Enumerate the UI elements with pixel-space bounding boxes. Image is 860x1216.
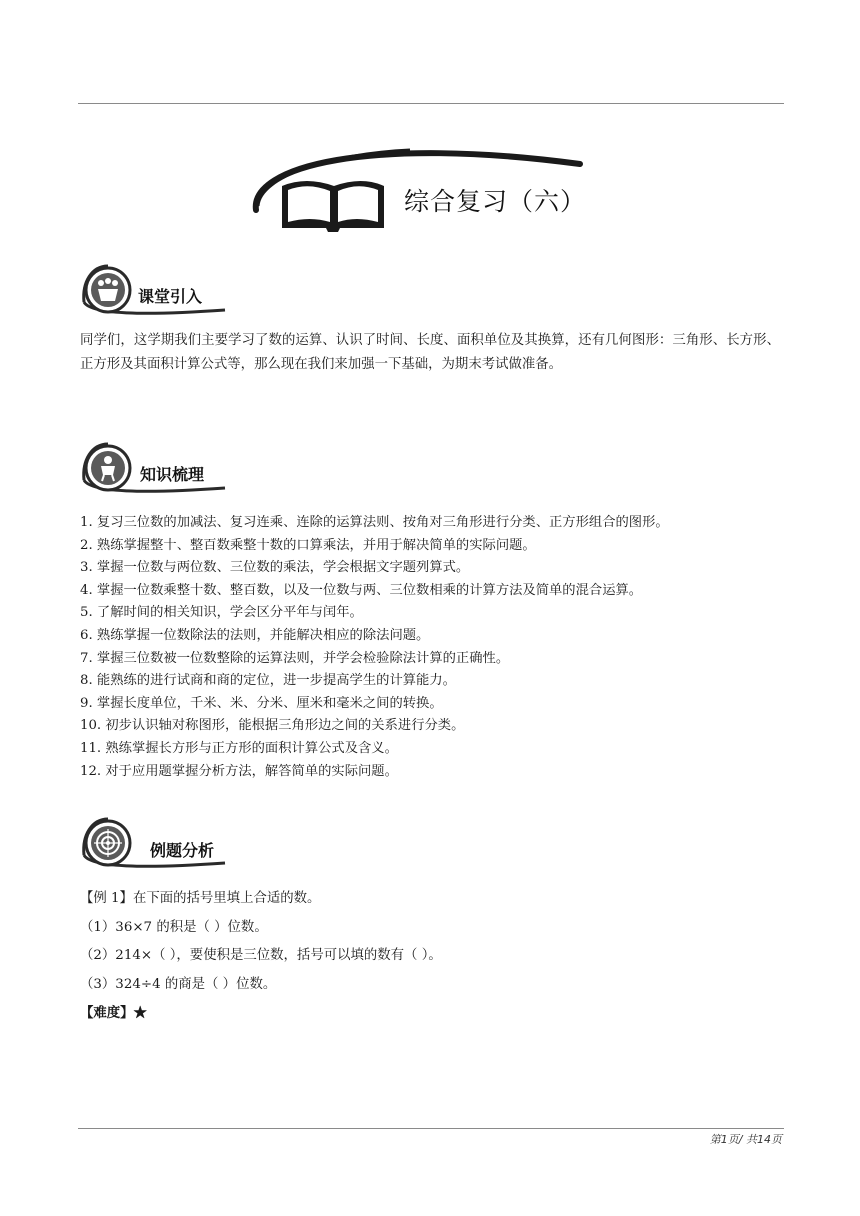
list-item: 1. 复习三位数的加减法、复习连乘、连除的运算法则、按角对三角形进行分类、正方形组合的图形。 — [80, 515, 669, 530]
list-item: 3. 掌握一位数与两位数、三位数的乘法，学会根据文字题列算式。 — [80, 560, 470, 576]
page-title: 综合复习（六） — [404, 187, 587, 216]
page-number: 第1页/ 共14页 — [709, 1133, 782, 1146]
section-intro-label: 课堂引入 — [138, 287, 203, 306]
crowd-icon — [93, 275, 123, 305]
section-examples-label: 例题分析 — [150, 841, 215, 860]
example-question-1: （1）36×7 的积是（ ）位数。 — [80, 919, 268, 935]
list-item: 9. 掌握长度单位，千米、米、分米、厘米和毫米之间的转换。 — [80, 695, 443, 711]
footer-rule — [78, 1128, 784, 1129]
difficulty-label: 【难度】★ — [80, 1005, 147, 1021]
list-item: 4. 掌握一位数乘整十数、整百数，以及一位数与两、三位数相乘的计算方法及简单的混合运算。 — [80, 582, 643, 598]
knowledge-list — [80, 512, 669, 783]
list-item: 2. 熟练掌握整十、整百数乘整十数的口算乘法，并用于解决简单的实际问题。 — [80, 537, 536, 553]
person-icon — [93, 453, 123, 483]
header-rule — [78, 103, 784, 104]
list-item: 7. 掌握三位数被一位数整除的运算法则，并学会检验除法计算的正确性。 — [80, 650, 510, 666]
example-block — [80, 885, 442, 1028]
list-item: 8. 能熟练的进行试商和商的定位，进一步提高学生的计算能力。 — [80, 673, 456, 689]
example-question-3: （3）324÷4 的商是（ ）位数。 — [80, 976, 277, 992]
target-icon — [93, 828, 123, 858]
example-heading: 【例 1】在下面的括号里填上合适的数。 — [80, 891, 321, 906]
list-item: 11. 熟练掌握长方形与正方形的面积计算公式及含义。 — [80, 740, 398, 756]
list-item: 12. 对于应用题掌握分析方法，解答简单的实际问题。 — [80, 763, 398, 779]
intro-paragraph: 同学们，这学期我们主要学习了数的运算、认识了时间、长度、面积单位及其换算，还有几何图形：三角形、长方形、正方形及其面积计算公式等，那么现在我们来加强一下基础，为期末考试做准备。 — [80, 333, 780, 372]
example-question-2: （2）214×（ ），要使积是三位数，括号可以填的数有（ ）。 — [80, 948, 442, 963]
section-knowledge-label: 知识梳理 — [140, 465, 205, 484]
list-item: 5. 了解时间的相关知识，学会区分平年与闰年。 — [80, 605, 363, 621]
list-item: 6. 熟练掌握一位数除法的法则，并能解决相应的除法问题。 — [80, 627, 430, 643]
list-item: 10. 初步认识轴对称图形，能根据三角形边之间的关系进行分类。 — [80, 718, 465, 734]
